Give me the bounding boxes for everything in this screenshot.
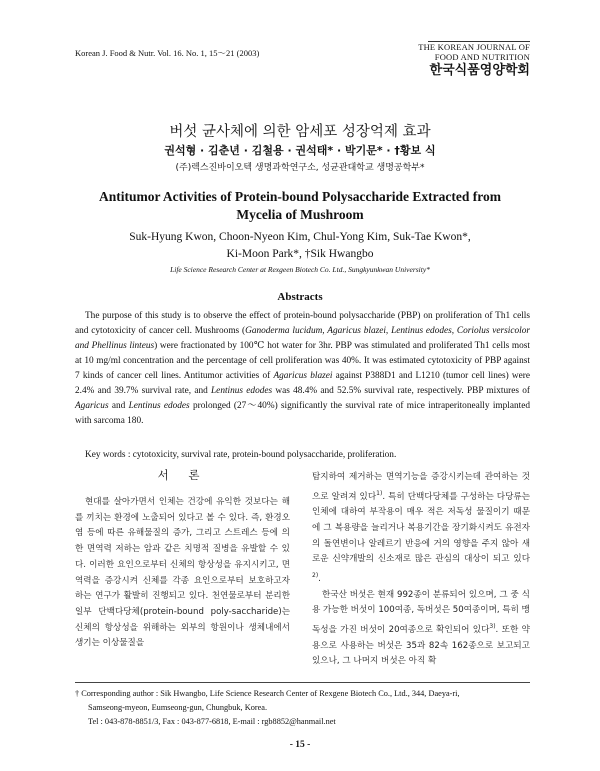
abstract-species: Lentinus edodes (128, 401, 190, 411)
masthead-society-name: 한국식품영양학회 (429, 63, 530, 78)
footnote-line: Samseong-myeon, Eumseong-gun, Chungbuk, Korea. (88, 703, 268, 712)
journal-reference: Korean J. Food & Nutr. Vol. 16. No. 1, 15～21 (2003) (75, 48, 260, 58)
abstract-text: prolonged (27～40%) significantly the survival rate of mice intraperitoneally implanted with sarcoma 180. (75, 401, 530, 426)
abstract-body (75, 309, 530, 429)
paragraph-text: . (318, 573, 321, 584)
abstract-text: and (108, 401, 129, 411)
paragraph-text: . 또한 약용으로 사용하는 버섯은 35과 82속 162종으로 보고되고 있으나, 그 나머지 버섯은 아직 확 (312, 624, 530, 667)
footnote-line: † Corresponding author : Sik Hwangbo, Life Science Research Center of Rexgene Biotech Co., Ltd., 344, Daeya-ri, (75, 689, 460, 698)
english-authors-line-2: Ki-Moon Park*, †Sik Hwangbo (226, 248, 374, 260)
intro-paragraph: 현대를 살아가면서 인체는 건강에 유익한 것보다는 해를 끼치는 환경에 노출되어 있다고 볼 수 있다. 즉, 환경오염 등에 따른 유해물질의 증가, 그리고 스트레스 등에 의한 면역력 저하는 암과 같은 치명적 질병을 유발할 수 있다. 이러한 요인으로부터 신체의 항상성을 유지시키고, 면역력을 증강시켜 신체를 각종 요인으로부터 보호하고자 하는 연구가 활발히 진행되고 있다. 천연물로부터 분리한 일부 단백다당체(protein-bound poly-saccharide)는 신체의 항상성을 위해하는 외부의 항원이나 생체내에서 생기는 이상물질을 (75, 497, 290, 649)
intro-paragraph-continued (312, 470, 530, 588)
english-title-line-1: Antitumor Activities of Protein-bound Polysaccharide Extracted from (99, 189, 501, 204)
abstract-text: was 48.4% and 52.5% survival rate, respectively. PBP mixtures of (272, 386, 530, 396)
body-column-left (75, 495, 290, 652)
citation: 1) (376, 489, 383, 497)
korean-affiliation: (주)렉스진바이오텍 생명과학연구소, 성균관대학교 생명공학부* (175, 163, 425, 173)
body-column-right (312, 470, 530, 670)
masthead-line-2: FOOD AND NUTRITION (434, 52, 530, 62)
paragraph-text: . 특히 단백다당체를 구성하는 다당류는 인체에 대하여 부작용이 매우 적은 저독성 물질이기 때문에 그 복용량을 늘리거나 복용기간을 장기화시켜도 유전자의 돌연변이나 알레르기 반응에 거의 영향을 주지 않아 새로운 신약개발의 신소재로 많은 관심의 대상이 되고 있다 (312, 491, 531, 565)
paragraph-text: 한국산 버섯은 현재 992종이 분류되어 있으며, 그 중 식용 가능한 버섯이 100여종, 독버섯은 50여종이며, 특히 맹독성을 가진 버섯이 20여종으로 확인되어 있다 (312, 589, 530, 635)
section-heading-introduction: 서 론 (157, 468, 208, 482)
abstract-species: Lentinus edodes (211, 386, 273, 396)
paragraph-text: 탐지하여 제거하는 면역기능을 증강시키는데 관여하는 것으로 알려져 있다 (312, 472, 530, 502)
citation: 3) (489, 623, 496, 631)
keywords: Key words : cytotoxicity, survival rate, protein-bound polysaccharide, proliferation. (85, 450, 397, 460)
abstract-text: against P388D1 and L1210 (tumor cell lines) were 2.4% and 39.7% survival rate, and (75, 371, 530, 396)
abstract-species-list: Ganoderma lucidum, Agaricus blazei, Lentinus edodes, Coriolus versicolor and Phellinus linteus (75, 326, 530, 351)
corresponding-author-footnote (75, 687, 530, 729)
english-authors (60, 229, 540, 263)
abstract-text: ) were fractionated by 100℃ hot water for 3hr. PBP was stimulated and proliferated Th1 cells most at 10 mg/ml concentration and the percentage of cell proliferation was 40%. It was estimated cytotoxicity of PBP against 7 kinds of cancer cell lines. Antitumor activities of (75, 341, 530, 381)
citation: 2) (312, 572, 319, 580)
korean-title: 버섯 균사체에 의한 암세포 성장억제 효과 (169, 124, 431, 140)
footnote-line: Tel : 043-878-8851/3, Fax : 043-877-6818, E-mail : rgb8852@hanmail.net (88, 717, 336, 726)
footnote-rule (75, 682, 530, 683)
journal-masthead (418, 42, 530, 79)
english-title (60, 188, 540, 224)
korean-authors: 권석형 · 김춘년 · 김철용 · 권석태* · 박기문* · †황보 식 (164, 144, 436, 157)
intro-paragraph (312, 588, 530, 670)
abstract-species: Agaricus (75, 401, 109, 411)
abstract-species: Agaricus blazei (273, 371, 333, 381)
abstract-text: The purpose of this study is to observe the effect of protein-bound polysaccharide (PBP) on proliferation of Th1 cells and cytotoxicity of cancer cell. Mushrooms ( (75, 311, 530, 336)
english-affiliation: Life Science Research Center at Rexgeen Biotech Co. Ltd., Sungkyunkwan University* (170, 265, 430, 274)
masthead-line-1: THE KOREAN JOURNAL OF (418, 42, 530, 52)
page-number: - 15 - (289, 740, 311, 750)
english-authors-line-1: Suk-Hyung Kwon, Choon-Nyeon Kim, Chul-Yong Kim, Suk-Tae Kwon*, (129, 231, 471, 243)
english-title-line-2: Mycelia of Mushroom (236, 207, 364, 222)
abstract-heading: Abstracts (277, 291, 323, 303)
